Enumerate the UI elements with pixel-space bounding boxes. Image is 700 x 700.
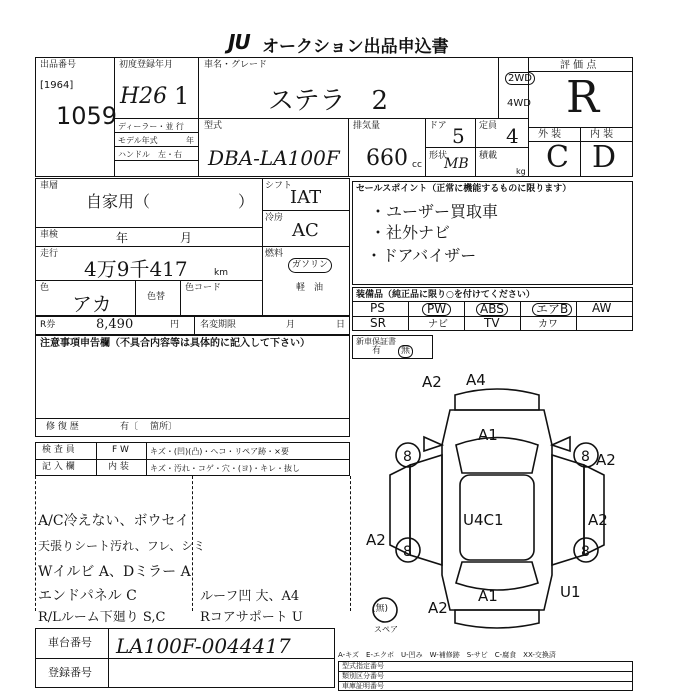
chassis-value: LA100F-0044417	[116, 634, 291, 658]
displacement-unit: cc	[412, 160, 422, 170]
category-paren-close: ）	[238, 192, 255, 211]
damage-mark: A2	[428, 599, 448, 617]
damage-mark: U1	[560, 583, 581, 601]
equip-abs: ABS	[476, 303, 508, 316]
mileage-value: 4万9千417	[84, 257, 188, 281]
inspection-year: 年	[116, 231, 129, 245]
color-value: アカ	[72, 292, 112, 316]
name-change-label: 名変期限	[200, 320, 237, 330]
model-year-unit: 年	[186, 136, 194, 145]
handle-label: ハンドル 左・右	[118, 150, 182, 159]
lot-number: 1059	[56, 102, 118, 130]
category-label: 車層	[40, 181, 59, 191]
drive-2wd: 2WD	[505, 72, 535, 85]
name-change-month: 月	[286, 320, 296, 330]
equip-ps: PS	[370, 301, 385, 315]
equip-aw: AW	[592, 301, 612, 315]
damage-mark: A1	[478, 426, 498, 444]
inspection-month: 月	[180, 231, 193, 245]
damage-mark: U4C1	[463, 511, 504, 529]
interior-check-detail: キズ・汚れ・コゲ・穴・(ヨ)・キレ・抜し	[150, 464, 301, 473]
brand-logo: JU	[228, 30, 250, 54]
car-name-value: ステラ 2	[268, 86, 389, 116]
exterior-label: 外 装	[538, 129, 562, 140]
doors-label: ドア	[429, 121, 447, 131]
score-value: R	[566, 72, 600, 123]
history-value: 有〔	[120, 422, 139, 432]
form-title: オークション出品申込書	[262, 37, 449, 57]
score-label: 評 価 点	[560, 60, 597, 71]
sales-line-3: ・ドアバイザー	[366, 246, 477, 265]
history-close: 箇所〕	[150, 422, 178, 432]
equip-sr: SR	[370, 316, 386, 330]
damage-mark: A2	[588, 511, 608, 529]
exterior-value: C	[546, 140, 569, 175]
equip-airbag: エアB	[532, 303, 572, 316]
interior-check-label: 内 装	[108, 462, 129, 472]
warranty-no: 無	[398, 345, 413, 358]
category-value: 自家用	[86, 192, 135, 211]
tire-depth: 8	[581, 544, 590, 560]
category-paren-open: （	[134, 192, 151, 211]
recycle-label: R券	[40, 320, 56, 330]
displacement-value: 660	[366, 146, 408, 171]
remark-line-3: Wイルビ A、Dミラー A	[38, 564, 191, 580]
history-label: 修 復 歴	[46, 422, 79, 432]
sales-label: セールスポイント（正常に機能するものに限ります）	[356, 184, 572, 194]
spare-mark: (無)	[372, 604, 389, 614]
ac-value: AC	[292, 220, 319, 241]
interior-label: 内 装	[590, 129, 614, 140]
dealer-label: ディーラー・並 行	[118, 122, 184, 131]
ac-label: 冷房	[265, 213, 284, 223]
drive-4wd: 4WD	[507, 98, 531, 109]
spare-label: スペア	[374, 625, 398, 634]
recycle-row	[35, 316, 350, 335]
equip-pw: PW	[422, 303, 451, 316]
shift-value: IAT	[290, 187, 322, 208]
equip-leather: カワ	[538, 319, 558, 330]
lot-sub: [1964]	[40, 80, 74, 91]
sales-line-1: ・ユーザー買取車	[370, 202, 499, 221]
mileage-label: 走行	[40, 249, 59, 259]
doors-value: 5	[452, 124, 465, 148]
fw-detail: キズ・(凹)(凸)・ヘコ・リペア跡・×要	[150, 447, 289, 456]
notes-block	[35, 335, 350, 437]
damage-legend: A-キズ E-エクボ U-凹み W-補修跡 S-サビ C-腐食 XX-交換済	[338, 651, 556, 659]
remark-line-2: 天張りシート汚れ、フレ、シミ	[38, 539, 206, 553]
type-value: DBA-LA100F	[208, 146, 340, 170]
interior-value: D	[592, 140, 617, 175]
capacity-label: 定員	[479, 121, 498, 131]
car-name-label: 車名・グレード	[204, 60, 268, 70]
remark-line-7: Rコアサポート U	[200, 610, 303, 625]
small-label-3: 車庫証明番号	[342, 682, 384, 690]
tire-depth: 8	[581, 449, 590, 465]
record-label: 記 入 欄	[42, 462, 75, 472]
load-label: 積載	[479, 151, 498, 161]
registration-label: 登録番号	[48, 666, 92, 679]
fuel-label: 燃料	[265, 249, 284, 259]
shape-label: 形状	[429, 151, 448, 161]
remark-line-1: A/C冷えない、ボウセイ	[38, 513, 190, 529]
inspection-label: 車検	[40, 230, 59, 240]
shift-label: シフト	[265, 181, 293, 191]
recycle-unit: 円	[170, 320, 180, 330]
shape-value: MB	[444, 156, 469, 172]
color-change-label: 色替	[147, 292, 166, 302]
lot-label: 出品番号	[40, 60, 77, 70]
damage-mark: A1	[478, 587, 498, 605]
type-label: 型式	[204, 121, 223, 131]
displacement-label: 排気量	[353, 121, 381, 131]
remark-line-4: エンドパネル C	[38, 588, 137, 604]
fuel-value: ガソリン	[288, 258, 332, 273]
model-year-label: モデル年式	[118, 136, 158, 145]
warranty-yes: 有	[372, 346, 382, 356]
first-reg-year: H26	[120, 84, 168, 109]
small-label-1: 型式指定番号	[342, 662, 384, 670]
color-label: 色	[40, 283, 50, 293]
capacity-value: 4	[506, 124, 519, 148]
damage-mark: A4	[466, 371, 486, 389]
equip-navi: ナビ	[428, 319, 448, 330]
first-reg-label: 初度登録年月	[119, 60, 174, 70]
recycle-value: 8,490	[96, 317, 134, 332]
name-change-day: 日	[336, 320, 346, 330]
light-oil-label: 軽 油	[296, 283, 324, 293]
equip-tv: TV	[484, 316, 500, 330]
mileage-unit: km	[214, 268, 228, 278]
remark-line-6: ルーフ凹 大、A4	[200, 589, 300, 604]
first-reg-month: 1	[174, 82, 190, 110]
notes-label: 注意事項申告欄（不具合内容等は具体的に記入して下さい）	[40, 338, 310, 349]
color-code-label: 色コード	[185, 283, 222, 293]
warranty-label: 新車保証書	[356, 337, 396, 346]
load-unit: kg	[516, 167, 526, 176]
tire-depth: 8	[403, 544, 412, 560]
fw-label: F W	[112, 445, 129, 455]
chassis-label: 車台番号	[48, 636, 92, 649]
sales-line-2: ・社外ナビ	[370, 223, 451, 242]
small-label-2: 類別区分番号	[342, 672, 384, 680]
inspector-label: 検 査 員	[42, 445, 75, 455]
tire-depth: 8	[403, 449, 412, 465]
damage-mark: A2	[596, 451, 616, 469]
remark-line-5: R/Lルーム下廻り S,C	[38, 610, 166, 625]
damage-mark: A2	[366, 531, 386, 549]
car-diagram	[360, 365, 635, 635]
damage-mark: A2	[422, 373, 442, 391]
equipment-label: 装備品（純正品に限り○を付けてください）	[356, 290, 535, 300]
